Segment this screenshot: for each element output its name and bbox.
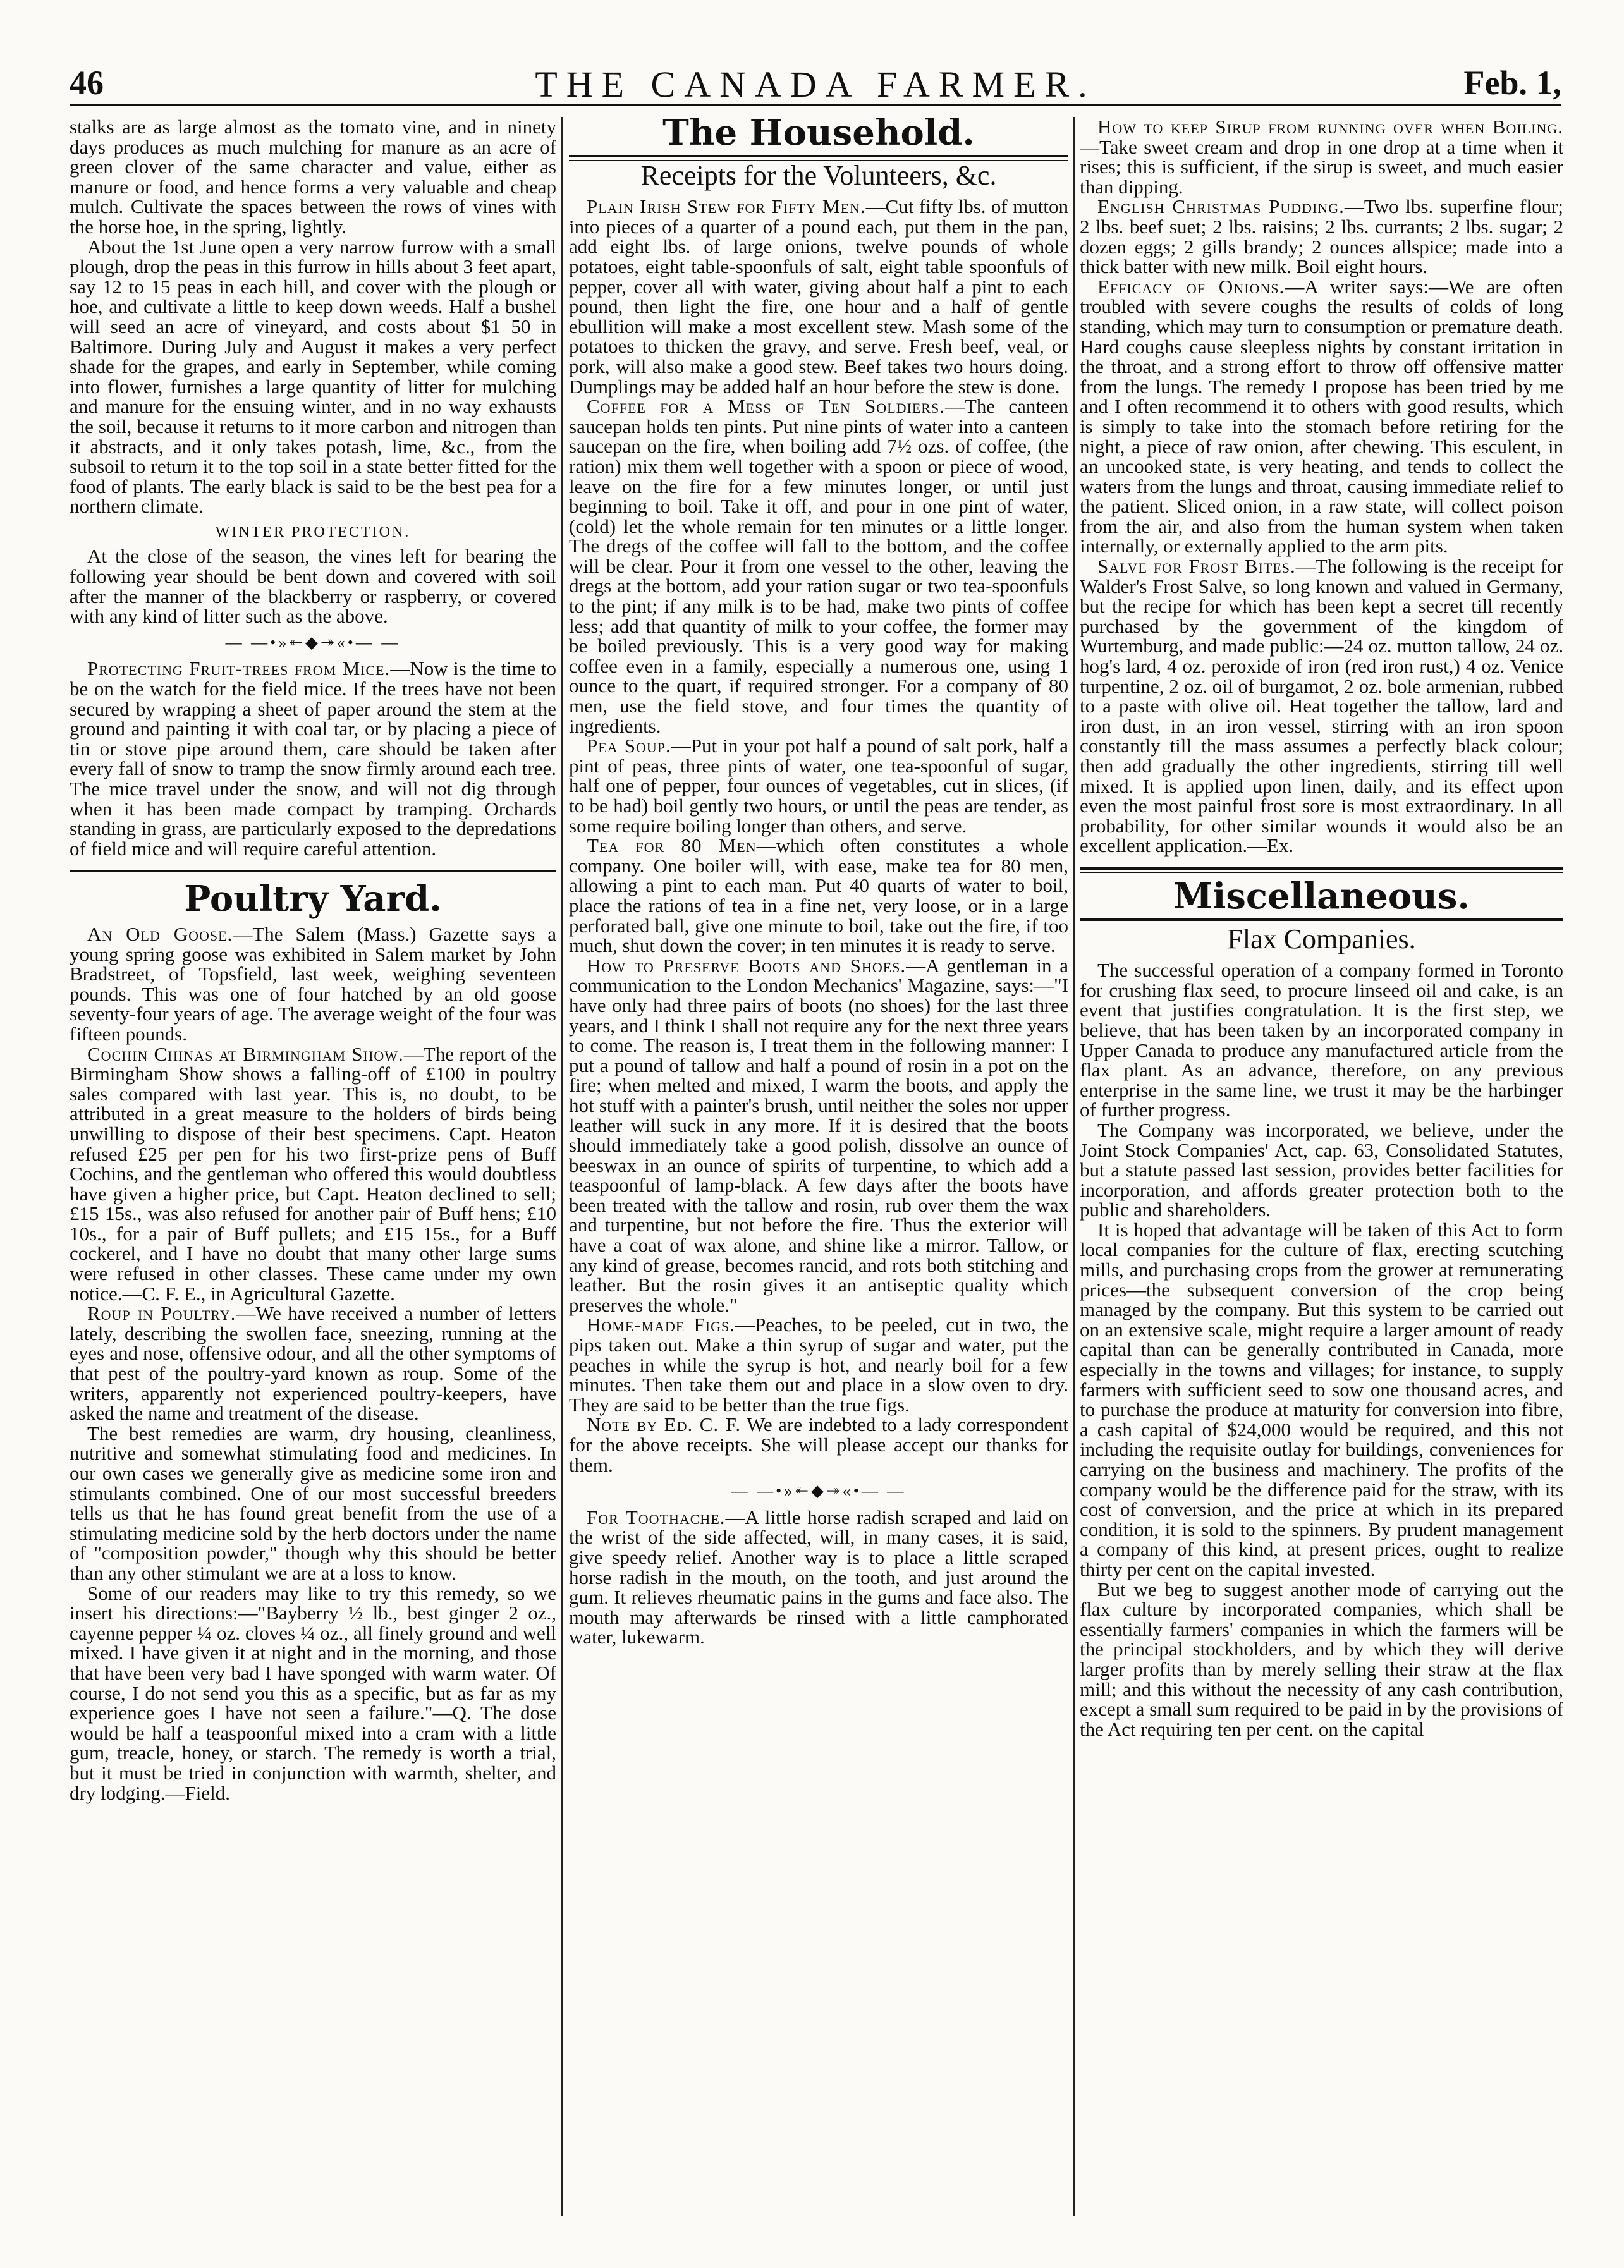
section-rule <box>1080 867 1563 873</box>
item-body: —Take sweet cream and drop in one drop at a time when it rises; this is sufficient, if the sirup is sweet, and much easier than dipping. <box>1080 135 1563 198</box>
item-body: —The following is the receipt for Walder's Frost Salve, so long known and valued in Germany, but the recipe for which has been kept a secret till recently purchased by the government of the kingdom of Wurtemburg, and made public:—24 oz. mutton tallow, 24 oz. hog's lard, 4 oz. peroxide of iron (red iron rust,) 4 oz. Venice turpentine, 2 oz. oil of burgamot, 2 oz. bole armenian, rubbed to a paste with olive oil. Heat together the tallow, lard and iron dust, in an iron vessel, stirring with an iron spoon constantly till the mass assumes a perfectly black colour; then add gradually the other ingredients, stirring till well mixed. It is applied upon linen, daily, and its effect upon even the most painful frost sore is most extraordinary. In all probability, for other similar wounds it would also be an excellent application.—Ex. <box>1080 555 1563 857</box>
article-paragraph <box>1080 277 1563 556</box>
section-rule <box>70 870 556 875</box>
item-body: —which often constitutes a whole company. One boiler will, with ease, make tea for 80 men, allowing a pint to each man. Put 40 quarts of water to boil, place the rations of tea in a fine net, very loose, or in a large perforated ball, give one minute to boil, take out the fire, if too much, shut down the cover; in ten minutes it is ready to serve. <box>569 834 1068 957</box>
page-number: 46 <box>70 64 104 102</box>
article-paragraph: stalks are as large almost as the tomato vine, and in ninety days produces as much mulching for manure as an acre of green clover of the same character and value, either as manure or food, and hence forms a very valuable and cheap mulch. Cultivate the spaces between the rows of vines with the horse hoe, in the spring, lightly. <box>70 117 556 238</box>
article-paragraph <box>1080 117 1563 197</box>
item-lead: Pea Soup. <box>587 735 671 757</box>
newspaper-title: THE CANADA FARMER. <box>535 64 1096 105</box>
article-paragraph <box>70 659 556 858</box>
article-paragraph <box>569 1315 1068 1415</box>
article-paragraph: The Company was incorporated, we believe, under the Joint Stock Companies' Act, cap. 63, Consolidated Statutes, but a statute passed last session, provides better facilities for incorporation, and affords greater protection both to the public and shareholders. <box>1080 1118 1563 1221</box>
article-paragraph <box>569 956 1068 1315</box>
item-body: —Two lbs. superfine flour; 2 lbs. beef suet; 2 lbs. raisins; 2 lbs. currants; 2 lbs. sugar; 2 dozen eggs; 2 gills brandy; 2 ounces allspice; made into a thick batter with new milk. Boil eight hours. <box>1080 195 1563 278</box>
item-lead: Tea for 80 Men <box>587 834 757 857</box>
section-heading-miscellaneous: Miscellaneous. <box>1173 875 1470 917</box>
column-1 <box>70 117 556 2216</box>
item-body: —Now is the time to be on the watch for the field mice. If the trees have not been secured by wrapping a sheet of paper around the stem at the ground and painting it with coal tar, or by placing a piece of tin or stove pipe around them, care should be taken after every fall of snow to tramp the snow firmly around each tree. The mice travel under the snow, and will not dig through when it has been made compact by tramping. Orchards standing in grass, are particularly exposed to the depredations of field mice and will require careful attention. <box>70 657 556 860</box>
masthead-rule <box>70 104 1561 106</box>
article-paragraph <box>569 736 1068 836</box>
article-paragraph <box>1080 556 1563 856</box>
subheading: WINTER PROTECTION. <box>215 523 411 540</box>
item-body: —The report of the Birmingham Show shows a falling-off of £100 in poultry sales compared with last year. This is, no doubt, to be attributed in a great measure to the holders of birds being unwilling to dispose of their best specimens. Capt. Heaton refused £25 per pen for his two first-prize pens of Buff Cochins, and the gentleman who offered this would doubtless have given a higher price, but Capt. Heaton declined to sell; £15 15s., was also refused for another pair of Buff hens; £10 10s., for a pair of Buff pullets; and £15 15s., for a Buff cockerel, and I have no doubt that many other large sums were refused in other classes. These came under my own notice.—C. F. E., in Agricultural Gazette. <box>70 1042 556 1305</box>
article-paragraph: But we beg to suggest another mode of carrying out the flax culture by incorporated companies, which shall be essentially farmers' companies in which the farmers will be the principal stockholders, and by which they will derive larger profits than by merely selling their straw at the flax mill; and this without the necessity of any cash contribution, except a small sum required to be paid in by the provisions of the Act requiring ten per cent. on the capital <box>1080 1578 1563 1740</box>
item-body: —The canteen saucepan holds ten pints. Put nine pints of water into a canteen saucepan on the fire, when boiling add 7½ ozs. of coffee, (the ration) mix them well together with a spoon or piece of wood, leave on the fire for a few minutes longer, or until just beginning to boil. Take it off, and pour in one pint of water, (cold) let the whole remain for ten minutes or a little longer. The dregs of the coffee will fall to the bottom, and the coffee will be clear. Pour it from one vessel to the other, leaving the dregs at the bottom, add your ration sugar or two tea-spoonfuls to the pint; if any milk is to be had, make two pints of coffee less; add that quantity of milk to your coffee, the former may be boiled previously. This is a very good way for making coffee even in a family, especially a numerous one, using 1 ounce to the quart, if required stronger. For a company of 80 men, use the field stove, and four times the quantity of ingredients. <box>569 395 1068 737</box>
article-paragraph: The best remedies are warm, dry housing, cleanliness, nutritive and somewhat stimulating food and medicines. In our own cases we generally give as medicine some iron and stimulants combined. One of our most successful breeders tells us that he has found great benefit from the use of a stimulating medicine sold by the herb doctors under the name of "composition powder," though why this should be better than any other stimulant we are at a loss to know. <box>70 1422 556 1584</box>
item-body: —Put in your pot half a pound of salt pork, half a pint of peas, three pints of water, one tea-spoonful of sugar, half one of pepper, four ounces of vegetables, cut in slices, (if to be had) boil gently two hours, or until the peas are tender, as some require boiling longer than others, and serve. <box>569 735 1068 837</box>
item-body: —A little horse radish scraped and laid on the wrist of the side affected, will, in many cases, it is said, give speedy relief. Another way is to place a little scraped horse radish in the mouth, on the tooth, and just around the gum. It relieves rheumatic pains in the gums and face also. The mouth may afterwards be rinsed with a little camphorated water, lukewarm. <box>569 1506 1068 1649</box>
item-lead: An Old Goose. <box>87 922 233 945</box>
ornament-divider: — —•»↞◆↠«•— — <box>225 633 401 652</box>
column-rule <box>1073 117 1075 2216</box>
article-paragraph <box>569 197 1068 396</box>
section-heading-household: The Household. <box>662 117 975 154</box>
article-paragraph <box>1080 197 1563 276</box>
item-lead: English Christmas Pudding. <box>1097 195 1345 218</box>
issue-date: Feb. 1, <box>1463 64 1561 102</box>
masthead <box>70 63 1561 105</box>
item-lead: How to Preserve Boots and Shoes. <box>587 954 907 977</box>
item-body: We are indebted to a lady correspondent for the above receipts. She will please accept our thanks for them. <box>569 1413 1068 1476</box>
item-body: —Cut fifty lbs. of mutton into pieces of a quarter of a pound each, put them in the pan, add eight lbs. of large onions, twelve pounds of whole potatoes, eight table-spoonfuls of salt, eight table spoonfuls of pepper, cover all with water, giving about half a pint to each pound, then light the fire, one hour and a half of gentle ebullition will make a most excellent stew. Mash some of the potatoes to thicken the gravy, and serve. Fresh beef, veal, or pork, will also make a good stew. Beef takes two hours doing. Dumplings may be added half an hour before the stew is done. <box>569 195 1068 398</box>
section-heading-poultry: Poultry Yard. <box>184 878 442 920</box>
item-body: —We have received a number of letters lately, describing the swollen face, sneezing, running at the eyes and nose, offensive odour, and all the other symptoms of that pest of the poultry-yard known as roup. Some of the writers, apparently not experienced poultry-keepers, have asked the name and treatment of the disease. <box>70 1302 556 1425</box>
article-paragraph <box>569 836 1068 956</box>
column-rule <box>561 117 563 2216</box>
ornament-divider: — —•»↞◆↠«•— — <box>731 1482 907 1501</box>
article-paragraph <box>70 924 556 1044</box>
article-paragraph: At the close of the season, the vines left for bearing the following year should be bent down and covered with soil after the manner of the blackberry or raspberry, or covered with any kind of litter such as the above. <box>70 545 556 628</box>
item-lead: Protecting Fruit-trees from Mice. <box>87 657 391 680</box>
article-title: Receipts for the Volunteers, &c. <box>640 159 997 191</box>
item-body: —The Salem (Mass.) Gazette says a young spring goose was exhibited in Salem market by John Bradstreet, of Topsfield, last week, weighing seventeen pounds. This was one of four hatched by an old goose seventy-four years of age. The average weight of the four was fifteen pounds. <box>70 922 556 1045</box>
item-body: —A writer says:—We are often troubled with severe coughs the results of colds of long standing, which may turn to consumption or premature death. Hard coughs cause sleepless nights by constant irritation in the throat, and a strong effort to throw off offensive matter from the lungs. The remedy I propose has been tried by me and I often recommend it to others with good results, which is simply to take into the stomach before retiring for the night, a piece of raw onion, after chewing. This esculent, in an uncooked state, is very heating, and tends to collect the waters from the lungs and throat, causing immediate relief to the patient. Sliced onion, in a raw state, will collect poison from the air, and also from the human system when taken internally, or externally applied to the arm pits. <box>1080 275 1563 558</box>
item-body: —A gentleman in a communication to the London Mechanics' Magazine, says:—"I have only had three pairs of boots (no shoes) for the last three years, and I think I shall not require any for the next three years to come. The reason is, I treat them in the following manner: I put a pound of tallow and half a pound of rosin in a pot on the fire; when melted and mixed, I warm the boots, and apply the hot stuff with a painter's brush, until neither the soles nor upper leather will suck in any more. If it is desired that the boots should immediately take a good polish, dissolve an ounce of beeswax in an ounce of spirits of turpentine, to which add a teaspoonful of lamp-black. A few days after the boots have been treated with the tallow and rosin, rub over them the wax and turpentine, but not before the fire. Thus the exterior will have a coat of wax alone, and shine like a mirror. Tallow, or any kind of grease, becomes rancid, and rots both stitching and leather. But the rosin gives it an antiseptic quality which preserves the whole." <box>569 954 1068 1316</box>
article-paragraph: It is hoped that advantage will be taken of this Act to form local companies for the culture of flax, erecting scutching mills, and purchasing crops from the grower at remunerating prices—the subsequent conversion of the crop being managed by the company. But this system to be carried out on an extensive scale, might require a larger amount of ready capital than can be generally contributed in Canada, more especially in the towns and villages; for instance, to supply farmers with sufficient seed to sow one thousand acres, and to purchase the produce at maturity for conversion into fibre, a cash capital of $24,000 would be required, and this not including the requisite outlay for buildings, conveniences for carrying on the business and machinery. The profits of the company would be the difference paid for the straw, with its cost of conversion, and the price at which in its prepared condition, it is sold to the spinners. By prudent management a company of this kind, at present prices, ought to realize thirty per cent on the capital invested. <box>1080 1218 1563 1580</box>
article-paragraph <box>70 1044 556 1304</box>
item-lead: Home-made Figs. <box>587 1314 735 1336</box>
item-lead: Roup in Poultry. <box>87 1302 236 1325</box>
article-paragraph: About the 1st June open a very narrow furrow with a small plough, drop the peas in this furrow in hills about 3 feet apart, say 12 to 15 peas in each hill, and cover with the plough or hoe, and cultivate a little to keep down weeds. Half a bushel will seed an acre of vineyard, and costs about $1 50 in Baltimore. During July and August it makes a very perfect shade for the grapes, and early in September, while coming into flower, furnishes a large quantity of litter for mulching and manure for the ensuing winter, and in no way exhausts the soil, because it returns to it more carbon and nitrogen than it abstracts, and it only takes potash, lime, &c., from the subsoil to return it to the top soil in a state better fitted for the food of plants. The early black is said to be the best pea for a northern climate. <box>70 235 556 518</box>
item-lead: Plain Irish Stew for Fifty Men. <box>587 195 866 218</box>
article-paragraph <box>569 1508 1068 1647</box>
article-paragraph <box>569 396 1068 736</box>
article-paragraph: Some of our readers may like to try this remedy, so we insert his directions:—"Bayberry ½ lb., best ginger 2 oz., cayenne pepper ¼ oz. cloves ¼ oz., all finely ground and well mixed. I have given it at night and in the morning, and those that have been very bad I have sponged with warm water. Of course, I do not send you this as a specific, but as far as my experience goes I have not seen a failure."—Q. The dose would be half a teaspoonful mixed into a cram with a little gum, treacle, honey, or starch. The remedy is worth a trial, but it must be tried in conjunction with warmth, shelter, and dry lodging.—Field. <box>70 1582 556 1804</box>
article-title: Flax Companies. <box>1227 923 1416 954</box>
column-2 <box>569 117 1068 2216</box>
article-paragraph: The successful operation of a company formed in Toronto for crushing flax seed, to procure linseed oil and cake, is an event that justifies congratulation. It is the first step, we believe, that has been taken by an incorporated company in Upper Canada to produce any manufactured article from the flax plant. As an advance, therefore, on any previous enterprise in the same line, we trust it may be the harbinger of further progress. <box>1080 959 1563 1121</box>
item-body: —Peaches, to be peeled, cut in two, the pips taken out. Make a thin syrup of sugar and water, put the peaches in while the syrup is hot, and nearly boil for a few minutes. Then take them out and place in a slow oven to dry. They are said to be better than the true figs. <box>569 1314 1068 1416</box>
item-lead: Coffee for a Mess of Ten Soldiers. <box>587 395 945 418</box>
column-3 <box>1080 117 1563 2216</box>
item-lead: Note by Ed. C. F. <box>587 1413 742 1436</box>
item-lead: For Toothache. <box>587 1506 726 1528</box>
article-paragraph <box>70 1303 556 1424</box>
item-lead: How to keep Sirup from running over when Boiling. <box>1097 117 1563 138</box>
article-paragraph <box>569 1415 1068 1475</box>
item-lead: Salve for Frost Bites. <box>1097 555 1296 578</box>
item-lead: Efficacy of Onions. <box>1097 275 1285 298</box>
item-lead: Cochin Chinas at Birmingham Show. <box>87 1042 404 1065</box>
